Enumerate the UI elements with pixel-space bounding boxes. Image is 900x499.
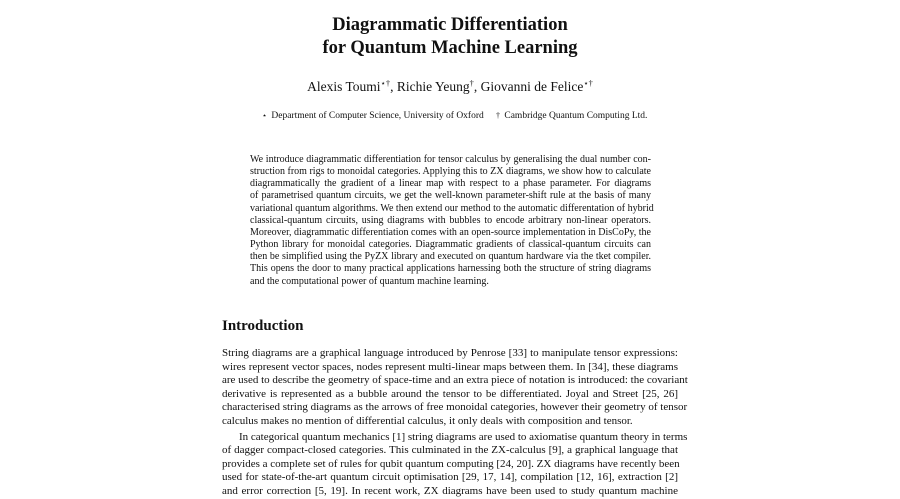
paragraph-line: used for state-of-the-art quantum circuit optimisation [29, 17, 14], compilation [12, 16], extraction [2] bbox=[222, 471, 678, 484]
paragraph-line: In categorical quantum mechanics [1] string diagrams are used to axiomatise quantum theory in terms bbox=[239, 430, 688, 443]
abstract-line: of parametrised quantum circuits, we get the well-known parameter-shift rule at the basis of many bbox=[250, 190, 651, 202]
paragraph-line: String diagrams are a graphical language introduced by Penrose [33] to manipulate tensor expressions: bbox=[222, 347, 678, 359]
affiliation-mark: † bbox=[496, 111, 500, 120]
paper-title bbox=[0, 14, 900, 60]
title-line-1: Diagrammatic Differentiation bbox=[332, 15, 568, 35]
abstract-line: and the computational power of quantum machine learning. bbox=[250, 275, 489, 287]
abstract-line: This opens the door to many practical applications harnessing both the structure of string diagrams bbox=[250, 263, 651, 275]
author-marks: † bbox=[469, 78, 474, 88]
paragraph-line: derivative is represented as a bubble around the tensor to be differentiated. Joyal and Street [25, 26] bbox=[222, 387, 678, 400]
abstract-line: then be simplified using the PyZX library and executed on quantum hardware via the tket compiler. bbox=[250, 251, 651, 263]
paragraph-line: calculus makes no mention of differential calculus, it only deals with composition and tensor. bbox=[222, 414, 633, 427]
section-heading: Introduction bbox=[222, 318, 304, 334]
abstract-line: variational quantum algorithms. We then extend our method to the automatic differentation of hybrid bbox=[250, 202, 654, 214]
affiliation-mark: ⋆ bbox=[262, 111, 268, 120]
abstract-line: diagrammatically the gradient of a linear map with respect to a phase parameter. For diagrams bbox=[250, 178, 651, 190]
abstract-line: Python library for monoidal categories. Diagrammatic gradients of classical-quantum circuits can bbox=[250, 239, 651, 251]
author-list bbox=[0, 78, 900, 96]
affiliation-oxford bbox=[262, 110, 484, 122]
author-name: Alexis Toumi bbox=[307, 79, 381, 94]
affiliation-cqc bbox=[496, 110, 647, 122]
author-marks: ⋆† bbox=[380, 78, 391, 88]
abstract-line: We introduce diagrammatic differentiation for tensor calculus by generalising the dual number con- bbox=[250, 154, 651, 165]
affiliation-text: Cambridge Quantum Computing Ltd. bbox=[504, 111, 648, 121]
paragraph-line: of dagger compact-closed categories. This culminated in the ZX-calculus [9], a graphical language that bbox=[222, 444, 678, 457]
paragraph-line: and error correction [5, 19]. In recent work, ZX diagrams have been used to study quantum machine bbox=[222, 484, 678, 497]
abstract-line: classical-quantum circuits, using diagrams with bubbles to encode arbitrary non-linear operators. bbox=[250, 214, 651, 226]
paragraph-line: wires represent vector spaces, nodes represent multi-linear maps between them. In [34], these diagrams bbox=[222, 360, 678, 373]
abstract-line: struction from rigs to monoidal categories. Applying this to ZX diagrams, we show how to calculate bbox=[250, 166, 651, 178]
paragraph-line: are used to describe the geometry of space-time and an extra piece of notation is introduced: the covariant bbox=[222, 374, 688, 387]
author-name: Richie Yeung bbox=[396, 79, 470, 94]
abstract-line: Moreover, diagrammatic differentiation comes with an open-source implementation in DisCoPy, the bbox=[250, 226, 651, 238]
author-separator: , bbox=[390, 79, 397, 94]
paragraph-line: characterised string diagrams as the arrows of free monoidal categories, however their geometry of tensor bbox=[222, 401, 688, 414]
abstract bbox=[250, 154, 654, 288]
paragraph-line: provides a complete set of rules for qubit quantum computing [24, 20]. ZX diagrams have recently been bbox=[222, 457, 680, 470]
author-marks: ⋆† bbox=[583, 78, 593, 88]
affiliation-text: Department of Computer Science, University of Oxford bbox=[271, 111, 484, 121]
title-line-2: for Quantum Machine Learning bbox=[322, 38, 578, 58]
author-separator: , bbox=[473, 79, 481, 94]
section-body bbox=[222, 347, 688, 499]
author-name: Giovanni de Felice bbox=[480, 79, 584, 94]
